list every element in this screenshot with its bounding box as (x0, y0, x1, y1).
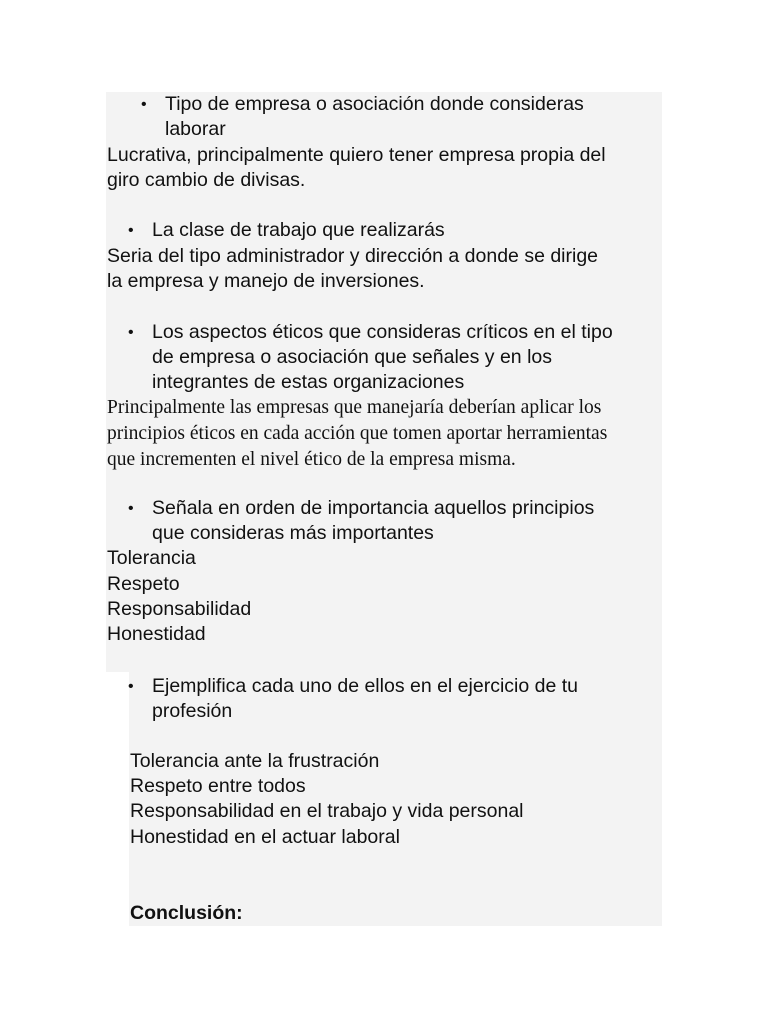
bullet-icon: • (128, 222, 134, 239)
answer-2-line-2: la empresa y manejo de inversiones. (107, 270, 425, 292)
answer-2-line-1: Seria del tipo administrador y dirección a donde se dirige (107, 245, 599, 267)
principle-item: Respeto (107, 573, 180, 595)
question-5-line-1: Ejemplifica cada uno de ellos en el ejercicio de tu (152, 675, 579, 697)
answer-3-line-3: que incrementen el nivel ético de la empresa misma. (107, 449, 516, 470)
conclusion-heading: Conclusión: (130, 902, 243, 924)
question-3-line-2: de empresa o asociación que señales y en los (152, 346, 552, 368)
question-1-line-1: Tipo de empresa o asociación donde consideras (165, 93, 584, 115)
principle-item: Honestidad (107, 623, 206, 645)
answer-3-line-1: Principalmente las empresas que manejaría deberían aplicar los (107, 397, 602, 418)
principle-item: Responsabilidad (107, 598, 252, 620)
question-3-line-1: Los aspectos éticos que consideras críticos en el tipo (152, 321, 613, 343)
answer-1-line-2: giro cambio de divisas. (107, 169, 306, 191)
example-item: Honestidad en el actuar laboral (130, 826, 400, 848)
question-2-line-1: La clase de trabajo que realizarás (152, 219, 445, 241)
bullet-icon: • (141, 96, 147, 113)
question-3-line-3: integrantes de estas organizaciones (152, 371, 465, 393)
example-item: Respeto entre todos (130, 775, 306, 797)
question-4-line-1: Señala en orden de importancia aquellos principios (152, 497, 595, 519)
question-5-line-2: profesión (152, 700, 233, 722)
question-1-line-2: laborar (165, 118, 226, 140)
question-4-line-2: que consideras más importantes (152, 522, 434, 544)
bullet-icon: • (128, 500, 134, 517)
example-item: Tolerancia ante la frustración (130, 750, 380, 772)
answer-3-line-2: principios éticos en cada acción que tomen aportar herramientas (107, 423, 608, 444)
principle-item: Tolerancia (107, 547, 196, 569)
bullet-icon: • (128, 678, 134, 695)
bullet-icon: • (128, 324, 134, 341)
answer-1-line-1: Lucrativa, principalmente quiero tener empresa propia del (107, 144, 606, 166)
example-item: Responsabilidad en el trabajo y vida personal (130, 800, 524, 822)
